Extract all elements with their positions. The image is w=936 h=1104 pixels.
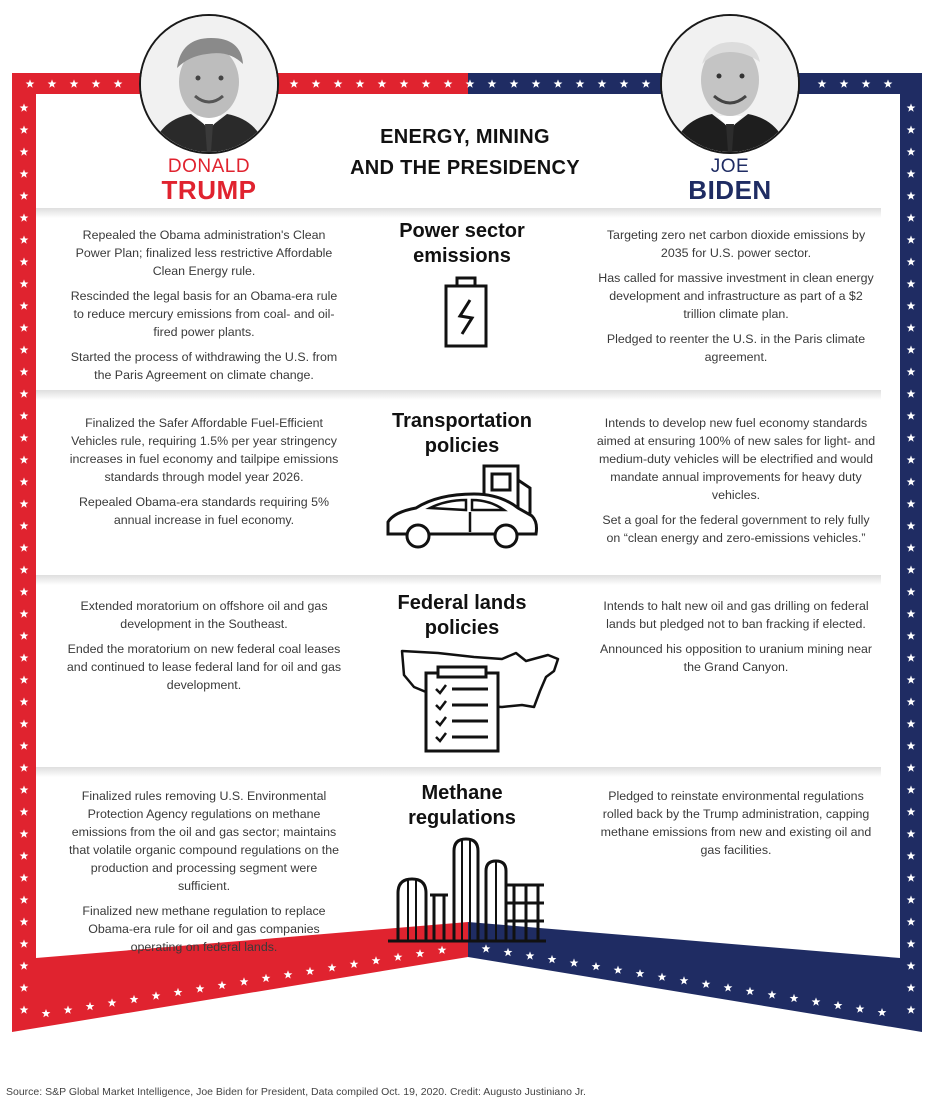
topic-transportation [372,409,552,459]
topic-power-sector [372,219,552,269]
trump-power-item: Rescinded the legal basis for an Obama-era rule to reduce mercury emissions from coal- and oil-fired power plants. [70,289,338,339]
biden-first-name: JOE [710,156,750,177]
trump-methane-item: Finalized rules removing U.S. Environmental Protection Agency regulations on methane emissions from the oil and gas sector; maintains that volatile organic compound regulations on the production and processing segment were sufficient. [68,789,340,893]
title-line-2: AND THE PRESIDENCY [350,157,580,179]
topic-line: Methane [421,782,503,804]
biden-power-column [596,226,876,373]
topic-line: Federal lands [397,592,527,614]
section-divider [36,767,881,777]
source-credit: Source: S&P Global Market Intelligence, Joe Biden for President, Data compiled Oct. 19, 2020. Credit: Augusto Justiniano Jr. [6,1086,586,1098]
page-title [330,122,600,184]
trump-last-name: TRUMP [161,175,257,205]
trump-federal-lands-item: Extended moratorium on offshore oil and gas development in the Southeast. [80,599,328,631]
title-line-1: ENERGY, MINING [380,126,550,148]
biden-federal-lands-column [596,597,876,683]
section-divider [36,390,881,400]
trump-portrait [139,14,279,154]
trump-power-item: Started the process of withdrawing the U.S. from the Paris Agreement on climate change. [70,350,338,382]
topic-line: policies [424,435,500,457]
topic-federal-lands [372,591,552,641]
trump-methane-column [64,787,344,963]
trump-transport-column [64,414,344,536]
trump-transport-item: Repealed Obama-era standards requiring 5% annual increase in fuel economy. [78,495,330,527]
trump-federal-lands-item: Ended the moratorium on new federal coal leases and continued to lease federal land for oil and gas development. [66,642,342,692]
topic-line: policies [424,617,500,639]
biden-methane-item: Pledged to reinstate environmental regulations rolled back by the Trump administration, capping methane emissions from new and existing oil and gas facilities. [600,789,872,857]
trump-transport-item: Finalized the Safer Affordable Fuel-Efficient Vehicles rule, requiring 1.5% per year stringency increases in fuel economy and tailpipe emissions standards through model year 2026. [69,416,339,484]
us-map-checklist-icon [398,647,562,753]
trump-federal-lands-column [64,597,344,701]
refinery-icon [386,835,548,945]
topic-line: regulations [408,807,516,829]
section-divider [36,208,881,218]
car-fuel-pump-icon [382,460,552,556]
topic-line: Power sector [399,220,525,242]
section-divider [36,575,881,585]
biden-power-item: Has called for massive investment in clean energy development and infrastructure as part of a $2 trillion climate plan. [598,271,874,321]
biden-transport-item: Set a goal for the federal government to rely fully on “clean energy and zero-emissions vehicles.” [602,513,870,545]
topic-line: Transportation [391,410,532,432]
biden-power-item: Pledged to reenter the U.S. in the Paris climate agreement. [606,332,866,364]
topic-methane [372,781,552,831]
biden-transport-item: Intends to develop new fuel economy standards aimed at ensuring 100% of new sales for light- and medium-duty vehicles will be electrified and would mandate annual improvements for heavy duty vehicles. [596,416,876,502]
biden-last-name: BIDEN [688,175,772,205]
biden-federal-lands-item: Announced his opposition to uranium mining near the Grand Canyon. [599,642,873,674]
trump-power-item: Repealed the Obama administration's Clean Power Plan; finalized less restrictive Affordable Clean Energy rule. [75,228,333,278]
topic-line: emissions [413,245,511,267]
biden-federal-lands-item: Intends to halt new oil and gas drilling on federal lands but pledged not to ban fracking if elected. [603,599,869,631]
biden-transport-column [596,414,876,554]
trump-power-column [64,226,344,391]
biden-methane-column [596,787,876,866]
biden-portrait [660,14,800,154]
battery-icon [440,276,492,350]
trump-methane-item: Finalized new methane regulation to replace Obama-era rule for oil and gas companies operating on federal lands. [82,904,326,954]
trump-first-name: DONALD [167,156,251,177]
biden-power-item: Targeting zero net carbon dioxide emissions by 2035 for U.S. power sector. [606,228,866,260]
